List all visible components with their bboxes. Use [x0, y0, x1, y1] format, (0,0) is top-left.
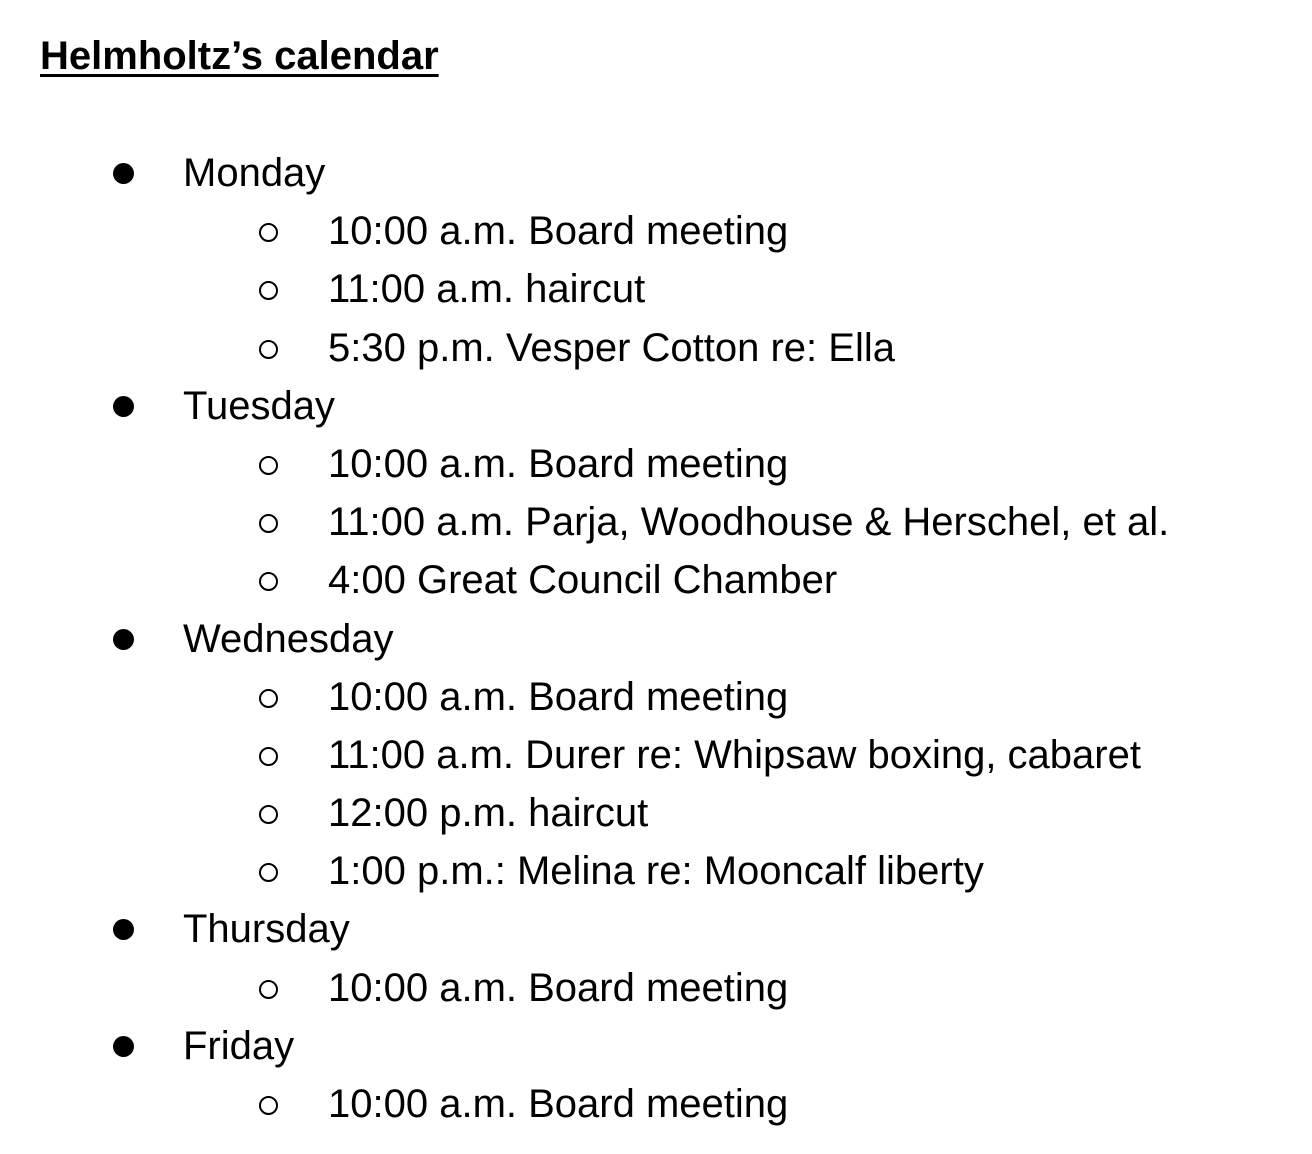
filled-bullet-icon — [113, 163, 134, 184]
day-label: Friday — [183, 1023, 295, 1068]
day-label: Tuesday — [183, 383, 335, 428]
event-label: 11:00 a.m. Parja, Woodhouse & Herschel, et al. — [328, 500, 1170, 545]
hollow-bullet-icon — [259, 340, 278, 359]
day-label: Wednesday — [183, 616, 394, 661]
event-label: 11:00 a.m. haircut — [328, 267, 646, 312]
document-title: Helmholtz’s calendar — [40, 34, 439, 78]
event-label: 4:00 Great Council Chamber — [328, 558, 838, 603]
hollow-bullet-icon — [259, 805, 278, 824]
filled-bullet-icon — [113, 1036, 134, 1057]
hollow-bullet-icon — [259, 456, 278, 475]
day-label: Thursday — [183, 907, 350, 952]
event-label: 10:00 a.m. Board meeting — [328, 1082, 789, 1126]
hollow-bullet-icon — [259, 514, 278, 533]
event-label: 1:00 p.m.: Melina re: Mooncalf liberty — [328, 849, 984, 894]
hollow-bullet-icon — [259, 863, 278, 882]
hollow-bullet-icon — [259, 689, 278, 708]
event-label: 12:00 p.m. haircut — [328, 791, 649, 836]
filled-bullet-icon — [113, 629, 134, 650]
hollow-bullet-icon — [259, 572, 278, 591]
event-label: 5:30 p.m. Vesper Cotton re: Ella — [328, 325, 895, 370]
hollow-bullet-icon — [259, 223, 278, 242]
event-label: 10:00 a.m. Board meeting — [328, 209, 789, 254]
filled-bullet-icon — [113, 919, 134, 940]
filled-bullet-icon — [113, 396, 134, 417]
event-label: 11:00 a.m. Durer re: Whipsaw boxing, cabaret — [328, 732, 1141, 777]
event-label: 10:00 a.m. Board meeting — [328, 674, 789, 719]
day-label: Monday — [183, 151, 326, 195]
hollow-bullet-icon — [259, 1096, 278, 1115]
hollow-bullet-icon — [259, 281, 278, 300]
hollow-bullet-icon — [259, 747, 278, 766]
event-label: 10:00 a.m. Board meeting — [328, 441, 789, 486]
hollow-bullet-icon — [259, 980, 278, 999]
event-label: 10:00 a.m. Board meeting — [328, 965, 789, 1010]
